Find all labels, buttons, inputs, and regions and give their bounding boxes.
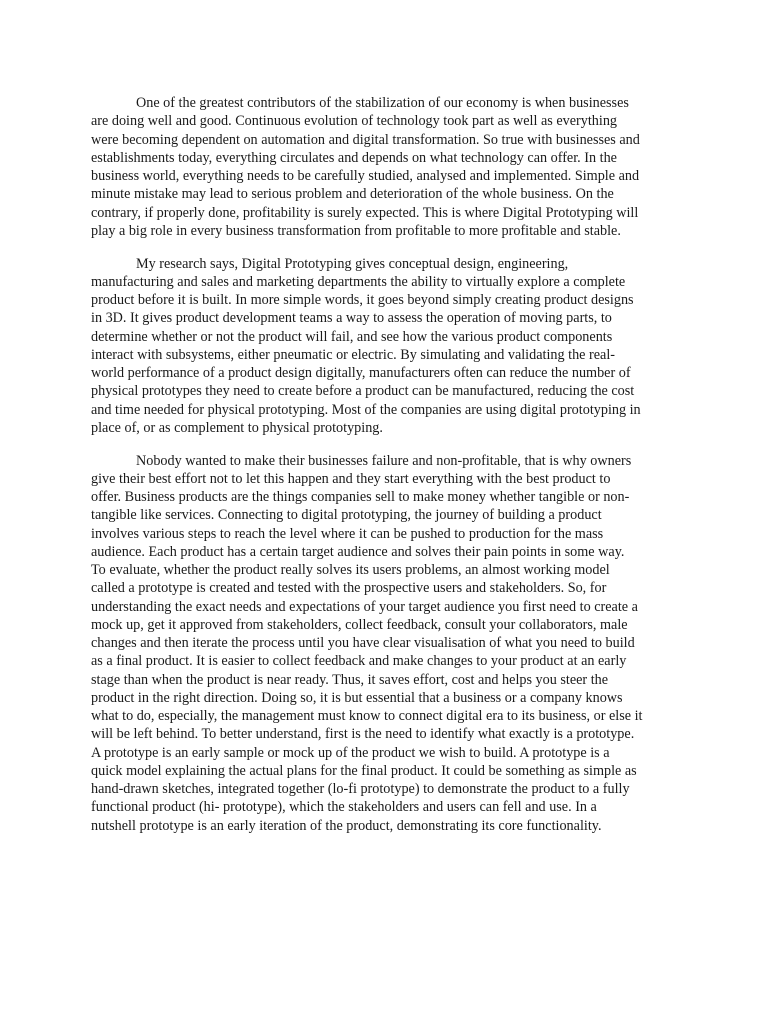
paragraph-2	[91, 255, 683, 438]
text-line: understanding the exact needs and expectations of your target audience you first need to create a	[91, 598, 638, 615]
text-line: mock up, get it approved from stakeholders, collect feedback, consult your collaborators, male	[91, 616, 628, 633]
text-line: business world, everything needs to be carefully studied, analysed and implemented. Simple and	[91, 168, 640, 184]
text-line: establishments today, everything circulates and depends on what technology can offer. In the	[91, 149, 617, 166]
text-line: were becoming dependent on automation and digital transformation. So true with businesses and	[91, 131, 640, 148]
text-line: called a prototype is created and tested with the prospective users and stakeholders. So, for	[91, 580, 607, 597]
paragraph-1	[91, 94, 683, 240]
text-line: hand-drawn sketches, integrated together (lo-fi prototype) to demonstrate the product to a fully	[91, 781, 630, 797]
text-line: Nobody wanted to make their businesses failure and non-profitable, that is why owners	[136, 452, 632, 469]
text-line: determine whether or not the product will fail, and see how the various product components	[91, 328, 613, 345]
text-line: as a final product. It is easier to collect feedback and make changes to your product at an early	[91, 653, 627, 670]
text-line: minute mistake may lead to serious problem and deterioration of the whole business. On the	[91, 186, 614, 203]
text-line: offer. Business products are the things companies sell to make money whether tangible or non-	[91, 489, 630, 505]
text-line: quick model explaining the actual plans for the final product. It could be something as simple as	[91, 762, 637, 779]
text-line: world performance of a product design digitally, manufacturers often can reduce the number of	[91, 365, 631, 381]
text-line: One of the greatest contributors of the stabilization of our economy is when businesses	[136, 95, 629, 111]
text-line: changes and then iterate the process until you have clear visualisation of what you need to build	[91, 635, 635, 651]
text-line: give their best effort not to let this happen and they start everything with the best product to	[91, 470, 611, 487]
text-line: tangible like services. Connecting to digital prototyping, the journey of building a product	[91, 507, 602, 524]
text-line: interact with subsystems, either pneumatic or electric. By simulating and validating the real-	[91, 346, 615, 363]
text-line: contrary, if properly done, profitability is surely expected. This is where Digital Prototyping will	[91, 204, 639, 221]
text-line: will be left behind. To better understand, first is the need to identify what exactly is a prototype.	[91, 726, 635, 743]
paragraph-3	[91, 452, 683, 835]
text-line: My research says, Digital Prototyping gives conceptual design, engineering,	[136, 255, 569, 272]
text-line: audience. Each product has a certain target audience and solves their pain points in some way.	[91, 543, 625, 560]
text-line: play a big role in every business transformation from profitable to more profitable and stable.	[91, 222, 621, 239]
text-line: physical prototypes they need to create before a product can be manufactured, reducing the cost	[91, 383, 635, 400]
text-line: To evaluate, whether the product really solves its users problems, an almost working model	[91, 562, 610, 578]
text-line: A prototype is an early sample or mock up of the product we wish to build. A prototype is a	[91, 744, 610, 761]
text-line: are doing well and good. Continuous evolution of technology took part as well as everything	[91, 113, 618, 130]
text-line: stage than when the product is near ready. Thus, it saves effort, cost and helps you steer the	[91, 671, 609, 688]
text-line: place of, or as complement to physical prototyping.	[91, 419, 383, 436]
text-line: nutshell prototype is an early iteration of the product, demonstrating its core functionality.	[91, 817, 602, 834]
document-body	[91, 94, 683, 849]
text-line: involves various steps to reach the level where it can be pushed to production for the mass	[91, 525, 604, 542]
text-line: and time needed for physical prototyping. Most of the companies are using digital prototyping in	[91, 401, 641, 418]
text-line: product in the right direction. Doing so, it is but essential that a business or a company knows	[91, 689, 623, 706]
text-line: what to do, especially, the management must know to connect digital era to its business, or else it	[91, 708, 643, 724]
text-line: functional product (hi- prototype), which the stakeholders and users can fell and use. In a	[91, 799, 597, 816]
text-line: in 3D. It gives product development teams a way to assess the operation of moving parts, to	[91, 310, 612, 327]
text-line: product before it is built. In more simple words, it goes beyond simply creating product designs	[91, 292, 634, 308]
text-line: manufacturing and sales and marketing departments the ability to virtually explore a complete	[91, 273, 626, 290]
